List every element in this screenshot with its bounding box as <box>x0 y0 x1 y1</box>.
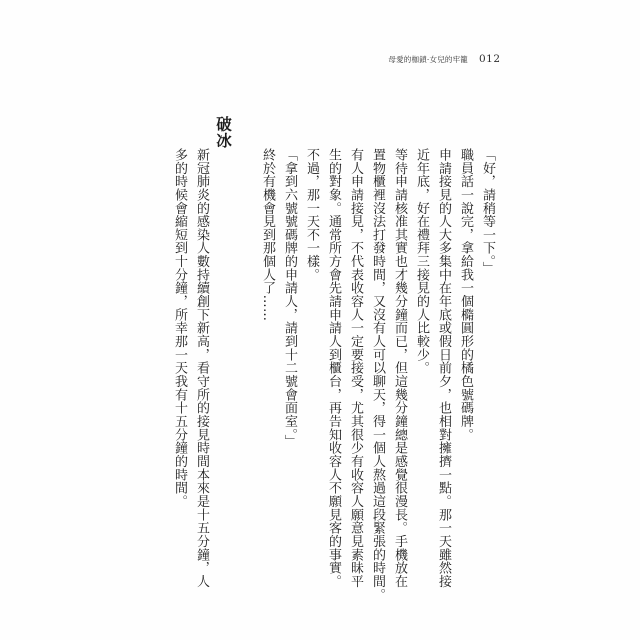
text-column: 近年底，好在禮拜三接見的人比較少。 <box>414 148 429 375</box>
text-column: 等待申請核准其實也才幾分鐘而已，但這幾分鐘總是感覺很漫長。手機放在 <box>392 148 407 588</box>
text-column: 「拿到六號號碼牌的申請人，請到十二號會面室。」 <box>282 148 297 449</box>
text-column: 有人申請接見，不代表收容人一定要接受，尤其很少有收容人願意見素昧平 <box>348 148 363 588</box>
text-column: 不過，那一天不一樣。 <box>304 148 319 282</box>
page-number: 012 <box>479 53 501 65</box>
text-column: 多的時候會縮短到十分鐘，所幸那一天我有十五分鐘的時間。 <box>172 148 187 508</box>
text-column: 置物櫃裡沒法打發時間，又沒有人可以聊天，得一個人熬過這段緊張的時間。 <box>370 148 385 602</box>
running-head-title: 母愛的枷鎖·女兒的牢籠 <box>388 55 468 64</box>
text-column: 職員話一說完，拿給我一個橢圓形的橘色號碼牌。 <box>458 148 473 442</box>
text-column: 「好，請稍等一下。」 <box>480 148 495 275</box>
text-column: 終於有機會見到那個人了…… <box>260 148 275 322</box>
text-column: 申請接見的人大多集中在年底或假日前夕，也相對擁擠一點。那一天雖然接 <box>436 148 451 588</box>
text-column: 新冠肺炎的感染人數持續創下新高，看守所的接見時間本來是十五分鐘，人 <box>194 148 209 588</box>
section-heading: 破冰 <box>214 116 233 149</box>
text-column: 生的對象。通常所方會先請申請人到櫃台，再告知收容人不願見客的事實。 <box>326 148 341 588</box>
